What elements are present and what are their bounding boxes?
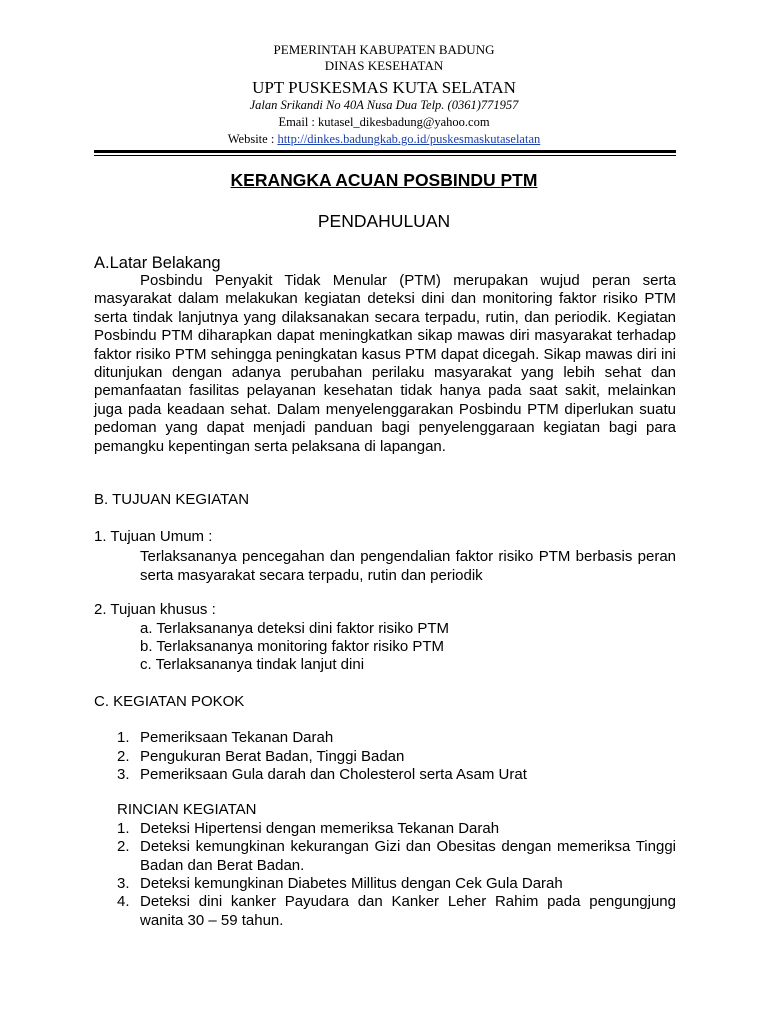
kegiatan-pokok-item: Pemeriksaan Tekanan Darah — [140, 729, 334, 746]
kegiatan-pokok-number: 1. — [117, 729, 130, 746]
document-title: KERANGKA ACUAN POSBINDU PTM — [230, 170, 538, 190]
tujuan-khusus-item: a. Terlaksananya deteksi dini faktor risiko PTM — [140, 620, 450, 637]
kegiatan-pokok-number: 2. — [117, 748, 130, 765]
kegiatan-pokok-heading: C. KEGIATAN POKOK — [94, 693, 245, 710]
rincian-item: Deteksi kemungkinan Diabetes Millitus dengan Cek Gula Darah — [140, 875, 563, 892]
latar-belakang-heading: A.Latar Belakang — [94, 254, 221, 272]
letterhead-email: Email : kutasel_dikesbadung@yahoo.com — [278, 115, 490, 129]
section-title: PENDAHULUAN — [317, 211, 451, 231]
tujuan-umum-label: 1. Tujuan Umum : — [94, 528, 213, 545]
letterhead-department: DINAS KESEHATAN — [324, 58, 444, 73]
website-link[interactable]: http://dinkes.badungkab.go.id/puskesmaskutaselatan — [277, 132, 541, 146]
kegiatan-pokok-item: Pemeriksaan Gula darah dan Cholesterol serta Asam Urat — [140, 766, 527, 783]
rincian-heading: RINCIAN KEGIATAN — [117, 801, 257, 818]
rincian-number: 1. — [117, 820, 130, 837]
kegiatan-pokok-number: 3. — [117, 766, 130, 783]
tujuan-khusus-label: 2. Tujuan khusus : — [94, 601, 216, 618]
rincian-item: Deteksi dini kanker Payudara dan Kanker Leher Rahim pada pengungjung wanita 30 – 59 tahun. — [140, 893, 676, 929]
letterhead-address: Jalan Srikandi No 40A Nusa Dua Telp. (0361)771957 — [249, 98, 519, 112]
rincian-number: 3. — [117, 875, 130, 892]
rincian-number: 4. — [117, 893, 130, 910]
rincian-item: Deteksi kemungkinan kekurangan Gizi dan Obesitas dengan memeriksa Tinggi Badan dan Berat Badan. — [140, 838, 676, 874]
tujuan-heading: B. TUJUAN KEGIATAN — [94, 491, 250, 508]
tujuan-khusus-item: b. Terlaksananya monitoring faktor risiko PTM — [140, 638, 445, 655]
letterhead-government: PEMERINTAH KABUPATEN BADUNG — [273, 42, 495, 57]
latar-belakang-paragraph: Posbindu Penyakit Tidak Menular (PTM) merupakan wujud peran serta masyarakat dalam melakukan kegiatan deteksi dini dan monitoring faktor risiko PTM serta tindak lanjutnya yang dilaksanakan secara terpadu, rutin, dan periodik. Kegiatan Posbindu PTM diharapkan dapat meningkatkan sikap mawas diri masyarakat terhadap faktor risiko PTM sehingga peningkatan kasus PTM dapat dicegah. Sikap mawas diri ini ditunjukan dengan adanya perubahan perilaku masyarakat yang lebih sehat dan pemanfaatan fasilitas pelayanan kesehatan tidak hanya pada saat sakit, melainkan juga pada keadaan sehat. Dalam menyelenggarakan Posbindu PTM diperlukan suatu pedoman yang dapat menjadi panduan bagi penyelenggaraan kegiatan bagi para pemangku kepentingan serta pelaksana di lapangan. — [94, 272, 676, 455]
tujuan-umum-text: Terlaksananya pencegahan dan pengendalian faktor risiko PTM berbasis peran serta masyarakat secara terpadu, rutin dan periodik — [140, 548, 676, 584]
tujuan-khusus-item: c. Terlaksananya tindak lanjut dini — [140, 656, 365, 673]
website-label: Website : — [227, 132, 278, 146]
rincian-item: Deteksi Hipertensi dengan memeriksa Tekanan Darah — [140, 820, 500, 837]
kegiatan-pokok-item: Pengukuran Berat Badan, Tinggi Badan — [140, 748, 405, 765]
letterhead-institution: UPT PUSKESMAS KUTA SELATAN — [252, 78, 516, 97]
letterhead-divider-thick — [94, 150, 676, 153]
letterhead-divider-thin — [94, 155, 676, 156]
letterhead-website — [0, 132, 768, 147]
rincian-number: 2. — [117, 838, 130, 855]
